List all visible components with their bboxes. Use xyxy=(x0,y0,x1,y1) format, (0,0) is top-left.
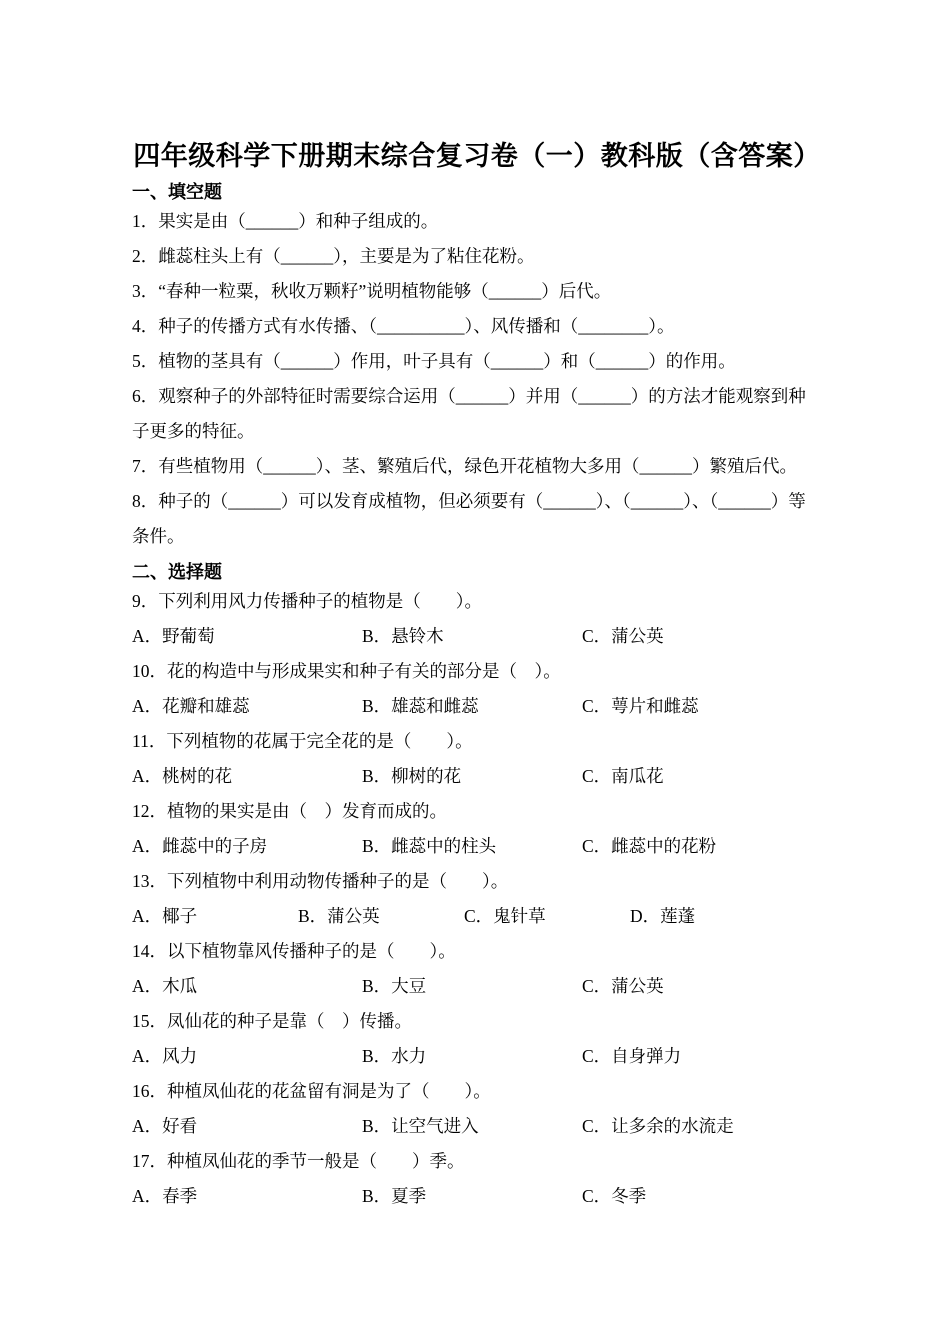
choice-option: C．蒲公英 xyxy=(582,626,664,646)
choice-option: D．莲蓬 xyxy=(630,906,696,926)
choice-option: B．让空气进入 xyxy=(362,1116,479,1136)
fill-question-6: 6．观察种子的外部特征时需要综合运用（______）并用（______）的方法才能观察到种子更多的特征。 xyxy=(132,386,806,441)
choice-option: A．椰子 xyxy=(132,906,198,926)
choice-option: B．水力 xyxy=(362,1046,427,1066)
fill-question-5: 5．植物的茎具有（______）作用，叶子具有（______）和（______）的作用。 xyxy=(132,351,736,371)
choice-question-13-stem: 13．下列植物中利用动物传播种子的是（ ）。 xyxy=(132,871,509,891)
choice-question-17-options xyxy=(132,1179,822,1214)
choice-option: A．野葡萄 xyxy=(132,626,215,646)
choice-question-16-options xyxy=(132,1109,822,1144)
choice-option: B．大豆 xyxy=(362,976,427,996)
choice-question-13-options xyxy=(132,899,822,934)
choice-option: C．冬季 xyxy=(582,1186,647,1206)
section-heading-fill: 一、填空题 xyxy=(132,182,222,202)
choice-question-9-options xyxy=(132,619,822,654)
choice-question-12-stem: 12．植物的果实是由（ ）发育而成的。 xyxy=(132,801,447,821)
choice-option: B．蒲公英 xyxy=(298,906,380,926)
choice-option: A．雌蕊中的子房 xyxy=(132,836,268,856)
choice-option: C．让多余的水流走 xyxy=(582,1116,734,1136)
choice-option: B．悬铃木 xyxy=(362,626,444,646)
choice-option: A．风力 xyxy=(132,1046,198,1066)
choice-question-15-stem: 15．凤仙花的种子是靠（ ）传播。 xyxy=(132,1011,412,1031)
choice-question-15-options xyxy=(132,1039,822,1074)
choice-question-11-stem: 11．下列植物的花属于完全花的是（ ）。 xyxy=(132,731,473,751)
fill-question-3: 3．“春种一粒粟，秋收万颗籽”说明植物能够（______）后代。 xyxy=(132,281,612,301)
choice-option: B．雄蕊和雌蕊 xyxy=(362,696,479,716)
choice-question-16-stem: 16．种植凤仙花的花盆留有洞是为了（ ）。 xyxy=(132,1081,491,1101)
choice-option: C．蒲公英 xyxy=(582,976,664,996)
choice-question-11-options xyxy=(132,759,822,794)
fill-question-1: 1．果实是由（______）和种子组成的。 xyxy=(132,211,439,231)
choice-question-12-options xyxy=(132,829,822,864)
choice-option: B．柳树的花 xyxy=(362,766,462,786)
choice-option: A．木瓜 xyxy=(132,976,198,996)
choice-option: C．雌蕊中的花粉 xyxy=(582,836,717,856)
choice-question-10-stem: 10．花的构造中与形成果实和种子有关的部分是（ ）。 xyxy=(132,661,561,681)
choice-option: A．花瓣和雄蕊 xyxy=(132,696,250,716)
page-title: 四年级科学下册期末综合复习卷（一）教科版（含答案） xyxy=(133,141,821,171)
section-heading-choice: 二、选择题 xyxy=(132,562,222,582)
fill-question-4: 4．种子的传播方式有水传播、（__________）、风传播和（________）。 xyxy=(132,316,675,336)
choice-option: A．好看 xyxy=(132,1116,198,1136)
choice-option: B．雌蕊中的柱头 xyxy=(362,836,497,856)
choice-option: C．南瓜花 xyxy=(582,766,664,786)
choice-option: A．春季 xyxy=(132,1186,198,1206)
choice-option: A．桃树的花 xyxy=(132,766,233,786)
fill-question-2: 2．雌蕊柱头上有（______），主要是为了粘住花粉。 xyxy=(132,246,535,266)
choice-option: B．夏季 xyxy=(362,1186,427,1206)
choice-option: C．鬼针草 xyxy=(464,906,546,926)
choice-question-10-options xyxy=(132,689,822,724)
choice-question-17-stem: 17．种植凤仙花的季节一般是（ ）季。 xyxy=(132,1151,465,1171)
fill-question-7: 7．有些植物用（______）、茎、繁殖后代，绿色开花植物大多用（______）繁殖后代。 xyxy=(132,456,797,476)
choice-option: C．自身弹力 xyxy=(582,1046,682,1066)
fill-question-8: 8．种子的（______）可以发育成植物，但必须要有（______）、（______）、（______）等条件。 xyxy=(132,491,806,546)
choice-question-9-stem: 9．下列利用风力传播种子的植物是（ ）。 xyxy=(132,591,482,611)
choice-question-14-stem: 14．以下植物靠风传播种子的是（ ）。 xyxy=(132,941,456,961)
choice-question-14-options xyxy=(132,969,822,1004)
choice-option: C．萼片和雌蕊 xyxy=(582,696,699,716)
